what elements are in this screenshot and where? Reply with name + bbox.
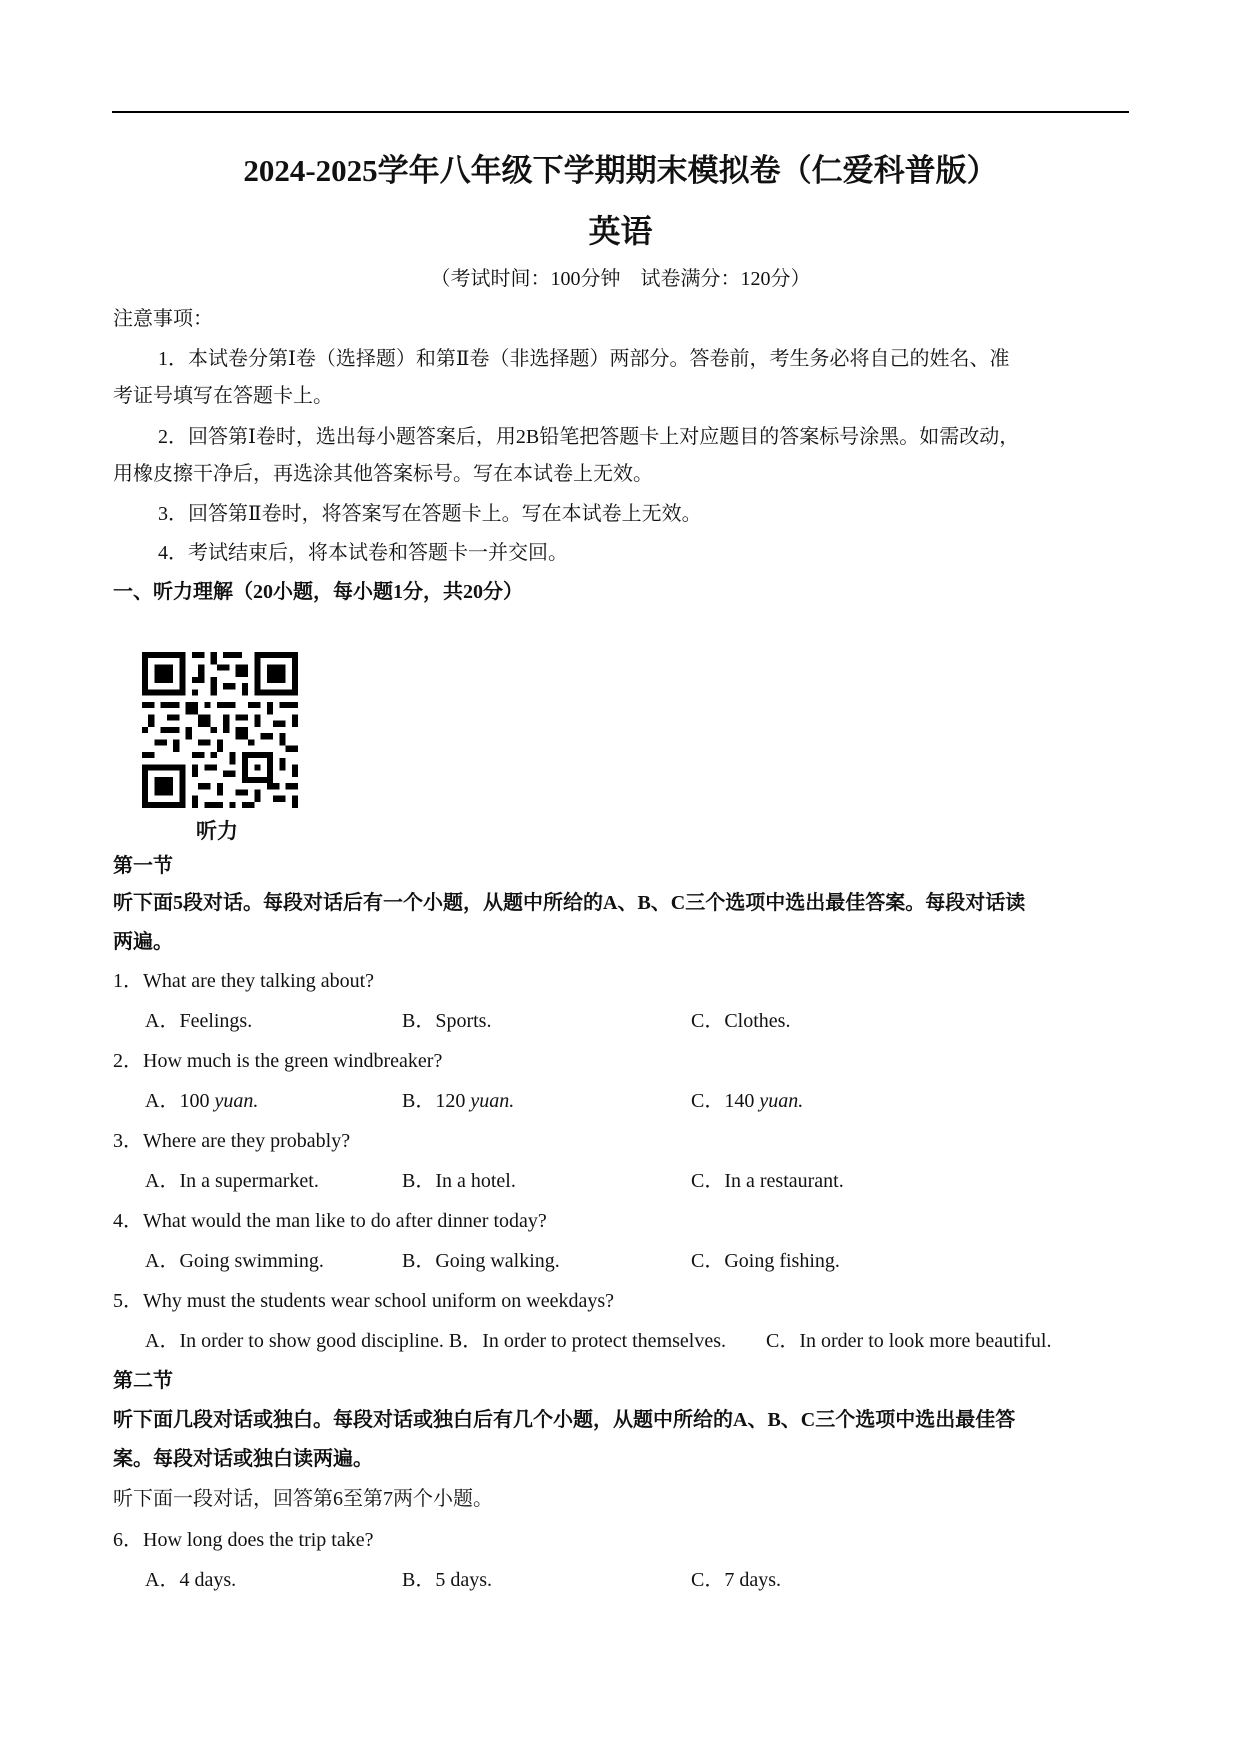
question-3-option-a: A．In a supermarket. <box>145 1170 319 1192</box>
question-1-option-b: B．Sports. <box>402 1010 492 1032</box>
note-item-4: 4．考试结束后，将本试卷和答题卡一并交回。 <box>158 542 568 564</box>
question-5-options: A．In order to show good discipline. B．In order to protect themselves. C．In order to look more beautiful. <box>145 1330 1052 1352</box>
question-4-option-a: A．Going swimming. <box>145 1250 324 1272</box>
page-title: 2024-2025学年八年级下学期期末模拟卷（仁爱科普版） <box>243 153 998 188</box>
note-item-1-line-1: 1．本试卷分第Ⅰ卷（选择题）和第Ⅱ卷（非选择题）两部分。答卷前，考生务必将自己的姓名、准 <box>158 348 1010 370</box>
question-1-option-a: A．Feelings. <box>145 1010 253 1032</box>
question-2: 2．How much is the green windbreaker? <box>113 1050 443 1072</box>
question-3: 3．Where are they probably? <box>113 1130 351 1152</box>
question-3-option-c: C．In a restaurant. <box>691 1170 844 1192</box>
question-2-option-c <box>691 1088 803 1114</box>
question-1: 1．What are they talking about? <box>113 970 375 992</box>
question-2-option-b <box>402 1088 514 1114</box>
question-2-option-a <box>145 1088 258 1114</box>
exam-info: （考试时间：100分钟 试卷满分：120分） <box>430 268 811 290</box>
part-1-instruction-line-2: 两遍。 <box>113 931 173 953</box>
note-item-1-line-2: 考证号填写在答题卡上。 <box>113 385 333 407</box>
option-value: B．120 <box>402 1090 471 1112</box>
part-2-instruction-line-2: 案。每段对话或独白读两遍。 <box>113 1448 373 1470</box>
question-4-option-c: C．Going fishing. <box>691 1250 840 1272</box>
option-value: C．140 <box>691 1090 760 1112</box>
question-5: 5．Why must the students wear school uniform on weekdays? <box>113 1290 615 1312</box>
question-6-option-b: B．5 days. <box>402 1569 492 1591</box>
top-rule <box>112 111 1129 113</box>
part-2-heading: 第二节 <box>113 1370 173 1392</box>
subject-title: 英语 <box>588 213 653 249</box>
question-6: 6．How long does the trip take? <box>113 1529 374 1551</box>
part-1-heading: 第一节 <box>113 855 173 877</box>
qr-caption: 听力 <box>196 819 238 843</box>
note-item-2-line-1: 2．回答第Ⅰ卷时，选出每小题答案后，用2B铅笔把答题卡上对应题目的答案标号涂黑。如需改动， <box>158 426 1020 448</box>
notes-heading: 注意事项： <box>113 308 213 330</box>
dialog-intro: 听下面一段对话，回答第6至第7两个小题。 <box>113 1488 493 1510</box>
question-6-option-c: C．7 days. <box>691 1569 781 1591</box>
question-6-option-a: A．4 days. <box>145 1569 237 1591</box>
question-4-option-b: B．Going walking. <box>402 1250 560 1272</box>
option-value: A．100 <box>145 1090 215 1112</box>
option-unit: yuan. <box>470 1090 515 1112</box>
note-item-3: 3．回答第Ⅱ卷时，将答案写在答题卡上。写在本试卷上无效。 <box>158 503 702 525</box>
question-1-option-c: C．Clothes. <box>691 1010 791 1032</box>
part-2-instruction-line-1: 听下面几段对话或独白。每段对话或独白后有几个小题，从题中所给的A、B、C三个选项中选出最佳答 <box>113 1409 1016 1431</box>
section-1-heading: 一、听力理解（20小题，每小题1分，共20分） <box>113 581 523 603</box>
option-unit: yuan. <box>214 1090 259 1112</box>
listening-qr-code[interactable] <box>142 652 298 808</box>
question-4: 4．What would the man like to do after dinner today? <box>113 1210 547 1232</box>
option-unit: yuan. <box>759 1090 804 1112</box>
question-3-option-b: B．In a hotel. <box>402 1170 516 1192</box>
part-1-instruction-line-1: 听下面5段对话。每段对话后有一个小题，从题中所给的A、B、C三个选项中选出最佳答案。每段对话读 <box>113 892 1026 914</box>
note-item-2-line-2: 用橡皮擦干净后，再选涂其他答案标号。写在本试卷上无效。 <box>113 463 653 485</box>
